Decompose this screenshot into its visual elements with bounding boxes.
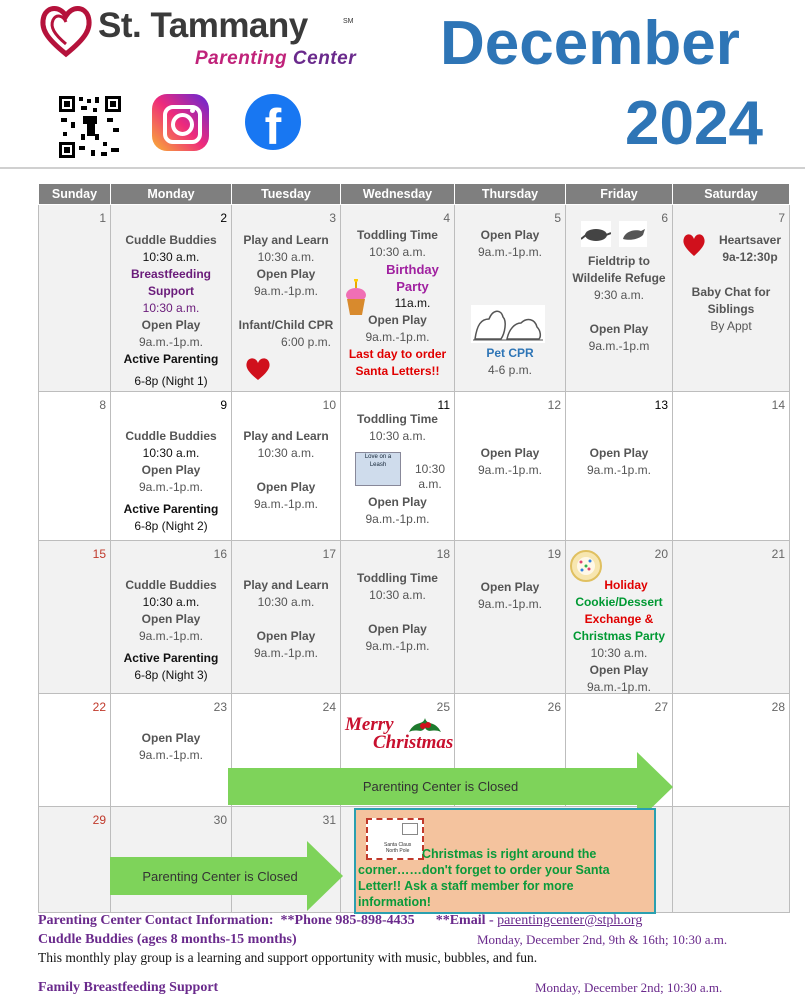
cupcake-icon (345, 279, 367, 317)
calendar-month: December (440, 9, 740, 78)
weekday-wednesday: Wednesday (341, 184, 455, 205)
calendar-year: 2024 (625, 89, 763, 158)
org-subtitle: Parenting Center (195, 48, 357, 69)
armadillo-icon (581, 221, 611, 247)
weekday-thursday: Thursday (455, 184, 566, 205)
event-toddling-time: Toddling Time (357, 571, 438, 585)
event-open-play: Open Play (141, 463, 201, 477)
day-cell-14: 14 (673, 392, 790, 541)
day-cell-7: 7 Heartsaver 9a-12:30p Baby Chat for Siblings By Appt (673, 205, 790, 392)
event-play-and-learn: Play and Learn (243, 429, 329, 443)
event-holiday-party: Holiday (604, 578, 648, 592)
qr-code-icon[interactable] (57, 94, 123, 160)
event-open-play: Open Play (256, 629, 316, 643)
day-cell-5: 5 Open Play 9a.m.-1p.m. Pet CPR 4-6 p.m. (455, 205, 566, 392)
day-cell-28: 28 (673, 694, 790, 807)
day-cell-31: 31 (232, 807, 341, 913)
email-link[interactable]: parentingcenter@stph.org (497, 913, 643, 928)
event-active-parenting: Active Parenting (123, 352, 219, 366)
closed-notice: Parenting Center is Closed (142, 869, 298, 884)
week-row-3 (39, 541, 790, 694)
event-heartsaver: Heartsaver (718, 233, 782, 247)
day-cell-10: 10 Play and Learn 10:30 a.m. Open Play 9a.m.-1p.m. (232, 392, 341, 541)
weekday-tuesday: Tuesday (232, 184, 341, 205)
day-cell-3: 3 Play and Learn 10:30 a.m. Open Play 9a.m.-1p.m. Infant/Child CPR 6:00 p.m. (232, 205, 341, 392)
event-open-play: Open Play (368, 313, 427, 327)
cuddle-buddies-title: Cuddle Buddies (ages 8 months-15 months) (38, 932, 297, 947)
event-breastfeeding: Breastfeeding (130, 267, 212, 281)
event-open-play: Open Play (480, 446, 540, 460)
week-row-2 (39, 392, 790, 541)
event-open-play: Open Play (589, 322, 649, 336)
empty-cell (673, 807, 790, 913)
event-santa-letters: Last day to order (348, 347, 447, 361)
day-cell-27: 27 (566, 694, 673, 807)
breastfeeding-date: Monday, December 2nd; 10:30 a.m. (535, 980, 723, 995)
org-trademark: SM (343, 18, 354, 25)
day-cell-30: 30 (111, 807, 232, 913)
event-play-and-learn: Play and Learn (243, 233, 329, 247)
holly-icon (405, 712, 445, 738)
event-cuddle-buddies: Cuddle Buddies (125, 578, 217, 592)
love-on-a-leash-logo: Love on a Leash (355, 452, 401, 486)
day-cell-6: 6 Fieldtrip to Wildelife Refuge 9:30 a.m. Open Play 9a.m.-1p.m (566, 205, 673, 392)
event-open-play: Open Play (589, 663, 649, 677)
weekday-header-row (39, 184, 790, 205)
day-cell-29: 29 (39, 807, 111, 913)
breastfeeding-title: Family Breastfeeding Support (38, 980, 219, 995)
merry-christmas-graphic: Merry Christmas (345, 714, 454, 753)
christmas-note (354, 808, 656, 914)
instagram-icon[interactable] (152, 94, 209, 151)
contact-info: Parenting Center Contact Information: **Phone 985-898-4435 **Email - parentingcenter@stph.org (38, 913, 643, 928)
cuddle-buddies-description: This monthly play group is a learning and support opportunity with music, bubbles, and fun. (38, 950, 538, 965)
event-open-play: Open Play (480, 580, 540, 594)
event-toddling-time: Toddling Time (357, 412, 438, 426)
day-cell-2: 2 Cuddle Buddies 10:30 a.m. Breastfeeding Support 10:30 a.m. Open Play 9a.m.-1p.m. Active Parenting 6-8p (Night 1) (111, 205, 232, 392)
day-cell-21: 21 (673, 541, 790, 694)
event-open-play: Open Play (256, 480, 316, 494)
event-open-play: Open Play (256, 267, 316, 281)
day-cell-26: 26 (455, 694, 566, 807)
day-cell-23: 23 Open Play 9a.m.-1p.m. (111, 694, 232, 807)
event-birthday-party: Birthday (386, 262, 439, 277)
day-cell-18: 18 Toddling Time 10:30 a.m. Open Play 9a.m.-1p.m. (341, 541, 455, 694)
day-cell-25: 25 Merry Christmas (341, 694, 455, 807)
weekday-sunday: Sunday (39, 184, 111, 205)
possum-icon (619, 221, 647, 247)
day-cell-12: 12 Open Play 9a.m.-1p.m. (455, 392, 566, 541)
event-open-play: Open Play (368, 495, 427, 509)
event-open-play: Open Play (589, 446, 649, 460)
day-cell-22: 22 (39, 694, 111, 807)
event-cuddle-buddies: Cuddle Buddies (125, 429, 217, 443)
day-cell-19: 19 Open Play 9a.m.-1p.m. (455, 541, 566, 694)
closed-arrow-week5 (110, 841, 344, 911)
santa-envelope-icon: Santa Claus North Pole (366, 818, 424, 860)
header-divider (0, 167, 805, 169)
day-cell-11: 11 Toddling Time 10:30 a.m. Love on a Leash 10:30 a.m. Open Play 9a.m.-1p.m. (341, 392, 455, 541)
closed-notice: Parenting Center is Closed (362, 779, 519, 794)
day-cell-17: 17 Play and Learn 10:30 a.m. Open Play 9a.m.-1p.m. (232, 541, 341, 694)
christmas-note-text: Christmas is right around the corner……don't forget to order your Santa Letter!! Ask a staff member for more information! (358, 847, 610, 909)
event-open-play: Open Play (141, 612, 201, 626)
event-play-and-learn: Play and Learn (243, 578, 329, 592)
event-infant-cpr: Infant/Child CPR (238, 318, 334, 332)
weekday-friday: Friday (566, 184, 673, 205)
event-open-play: Open Play (480, 228, 540, 242)
day-cell-24: 24 (232, 694, 341, 807)
event-fieldtrip: Fieldtrip to (588, 254, 650, 268)
cuddle-buddies-dates: Monday, December 2nd, 9th & 16th; 10:30 a.m. (477, 932, 728, 947)
event-cuddle-buddies: Cuddle Buddies (125, 233, 217, 247)
weekday-saturday: Saturday (673, 184, 790, 205)
weekday-monday: Monday (111, 184, 232, 205)
day-cell-16: 16 Cuddle Buddies 10:30 a.m. Open Play 9a.m.-1p.m. Active Parenting 6-8p (Night 3) (111, 541, 232, 694)
pets-icon (471, 305, 545, 343)
facebook-icon[interactable]: f (245, 94, 301, 150)
logo-heart-icon (38, 2, 94, 58)
week-row-1 (39, 205, 790, 392)
event-active-parenting: Active Parenting (123, 651, 219, 665)
heart-icon (245, 357, 271, 381)
event-toddling-time: Toddling Time (357, 228, 438, 242)
day-cell-4: 4 Toddling Time 10:30 a.m. Birthday Party 11a.m. Open Play 9a.m.-1p.m. Last day to order Santa Letters!! (341, 205, 455, 392)
event-open-play: Open Play (368, 622, 427, 636)
event-baby-chat: Baby Chat for (691, 285, 771, 299)
event-open-play: Open Play (141, 731, 201, 745)
day-cell-15: 15 (39, 541, 111, 694)
event-active-parenting: Active Parenting (123, 502, 219, 516)
day-cell-1: 1 (39, 205, 111, 392)
org-name: St. Tammany (98, 6, 308, 45)
day-cell-13: 13 Open Play 9a.m.-1p.m. (566, 392, 673, 541)
day-cell-9: 9 Cuddle Buddies 10:30 a.m. Open Play 9a.m.-1p.m. Active Parenting 6-8p (Night 2) (111, 392, 232, 541)
event-pet-cpr: Pet CPR (486, 346, 534, 360)
day-cell-20: 20 Holiday Cookie/Dessert Exchange & Christmas Party 10:30 a.m. Open Play 9a.m.-1p.m. (566, 541, 673, 694)
day-cell-8: 8 (39, 392, 111, 541)
event-open-play: Open Play (141, 318, 201, 332)
